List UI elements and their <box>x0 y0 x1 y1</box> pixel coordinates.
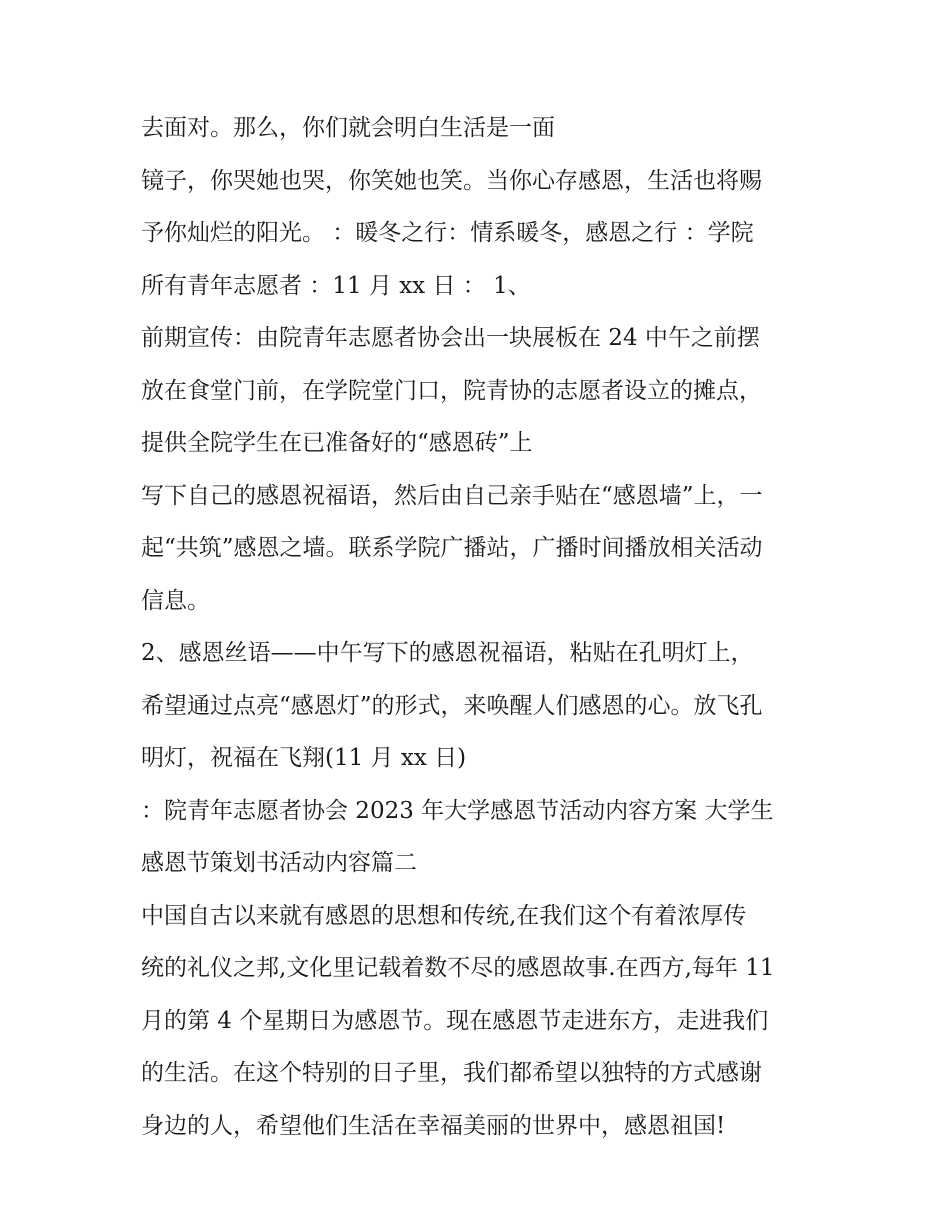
text-line: 信息。 <box>141 587 210 614</box>
text-line: 写下自己的感恩祝福语，然后由自己亲手贴在“感恩墙”上，一 <box>141 482 763 509</box>
text-line: 月的第 4 个星期日为感恩节。现在感恩节走进东方，走进我们 <box>141 1007 769 1034</box>
text-line: 希望通过点亮“感恩灯”的形式，来唤醒人们感恩的心。放飞孔 <box>141 692 763 719</box>
text-line: 2、感恩丝语——中午写下的感恩祝福语，粘贴在孔明灯上， <box>141 640 754 666</box>
text-line: 起“共筑”感恩之墙。联系学院广播站，广播时间播放相关活动 <box>141 535 763 561</box>
text-line: 所有青年志愿者 ：11 月 xx 日 ： 1、 <box>141 272 531 299</box>
text-line: 镜子，你哭她也哭，你笑她也笑。当你心存感恩，生活也将赐 <box>141 167 762 194</box>
text-line: 放在食堂门前，在学院堂门口，院青协的志愿者设立的摊点， <box>141 377 762 404</box>
text-line: 予你灿烂的阳光。 ：暖冬之行：情系暖冬，感恩之行 ：学院 <box>141 220 754 246</box>
text-line: 感恩节策划书活动内容篇二 <box>141 850 417 876</box>
text-line: 去面对。那么，你们就会明白生活是一面 <box>141 115 555 141</box>
text-line: 中国自古以来就有感恩的思想和传统,在我们这个有着浓厚传 <box>141 902 747 929</box>
text-line: 统的礼仪之邦,文化里记载着数不尽的感恩故事.在西方,每年 11 <box>141 955 775 981</box>
text-line: 明灯，祝福在飞翔(11 月 xx 日) <box>141 745 467 771</box>
text-line: 前期宣传：由院青年志愿者协会出一块展板在 24 中午之前摆 <box>141 325 760 351</box>
text-line: 的生活。在这个特别的日子里，我们都希望以独特的方式感谢 <box>141 1060 762 1086</box>
text-line: ：院青年志愿者协会 2023 年大学感恩节活动内容方案 大学生 <box>141 797 774 824</box>
body-text <box>141 108 821 1158</box>
text-line: 身边的人，希望他们生活在幸福美丽的世界中，感恩祖国! <box>141 1112 726 1139</box>
text-line: 提供全院学生在已准备好的“感恩砖”上 <box>141 430 533 456</box>
